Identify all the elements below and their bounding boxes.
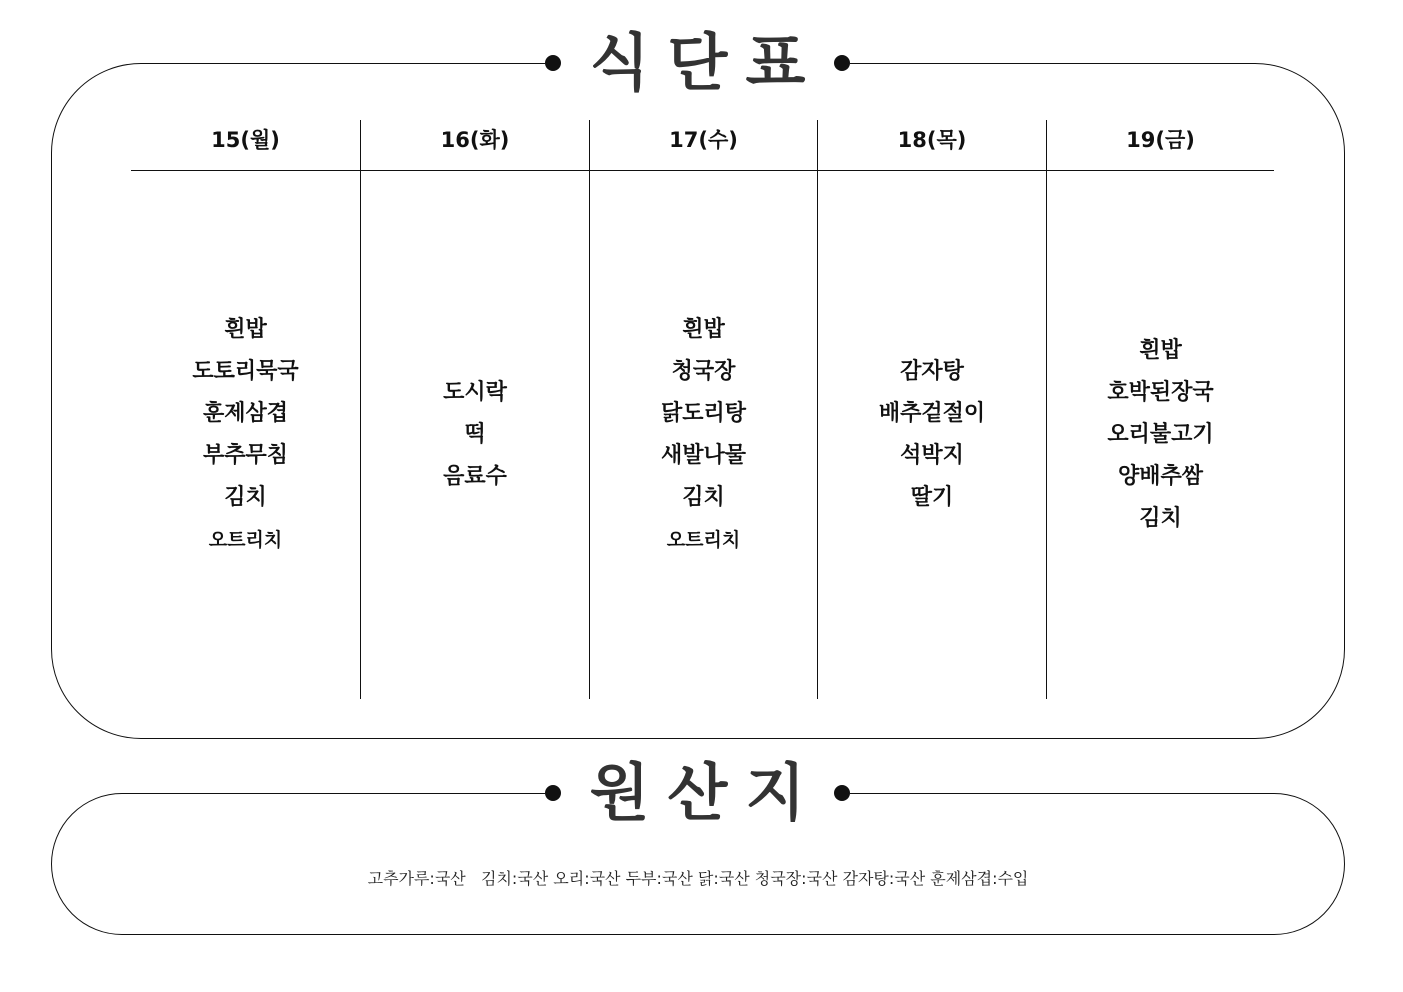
menu-item: 새발나물 — [660, 443, 746, 468]
menu-item: 오트리치 — [666, 529, 741, 551]
origin-title: 원산지 — [589, 756, 824, 829]
menu-item: 김치 — [682, 485, 725, 510]
origin-info-text: 고추가루:국산 김치:국산 오리:국산 두부:국산 닭:국산 청국장:국산 감자탕:국산 훈제삼겹:수입 — [367, 869, 1029, 888]
menu-column-tue — [361, 172, 589, 698]
origin-title-block — [545, 753, 850, 833]
menu-column-mon — [131, 172, 360, 698]
menu-item: 음료수 — [443, 464, 507, 489]
day-header-wed: 17(수) — [669, 128, 738, 152]
title-right-dot-icon — [834, 785, 850, 801]
day-header-thu: 18(목) — [897, 128, 967, 152]
day-header-mon: 15(월) — [211, 128, 280, 152]
menu-column-thu — [818, 172, 1046, 698]
menu-item: 석박지 — [900, 443, 964, 468]
menu-item: 훈제삼겹 — [202, 401, 288, 426]
menu-item: 부추무침 — [202, 443, 288, 468]
menu-title: 식단표 — [589, 26, 824, 99]
menu-item: 배추겉절이 — [878, 401, 986, 426]
title-left-dot-icon — [545, 785, 561, 801]
title-right-dot-icon — [834, 55, 850, 71]
menu-item: 흰밥 — [224, 317, 267, 342]
menu-item: 딸기 — [910, 485, 954, 510]
menu-item: 김치 — [1139, 506, 1182, 531]
header-divider — [131, 170, 1274, 171]
menu-title-block — [545, 23, 850, 103]
menu-item: 떡 — [464, 422, 486, 447]
menu-item: 청국장 — [671, 359, 736, 384]
menu-item: 도시락 — [443, 380, 507, 405]
title-left-dot-icon — [545, 55, 561, 71]
menu-item: 오트리치 — [208, 529, 283, 551]
menu-item: 흰밥 — [1139, 338, 1182, 363]
menu-column-wed — [590, 172, 817, 698]
menu-item: 김치 — [224, 485, 267, 510]
menu-item: 흰밥 — [682, 317, 725, 342]
day-header-fri: 19(금) — [1126, 128, 1195, 152]
menu-item: 닭도리탕 — [660, 401, 746, 426]
menu-item: 양배추쌈 — [1117, 464, 1203, 489]
menu-item: 오리불고기 — [1107, 422, 1214, 447]
menu-item: 감자탕 — [900, 359, 964, 384]
menu-item: 호박된장국 — [1107, 380, 1214, 405]
menu-item: 도토리묵국 — [192, 359, 299, 384]
day-header-tue: 16(화) — [440, 128, 510, 152]
menu-column-fri — [1047, 172, 1274, 698]
